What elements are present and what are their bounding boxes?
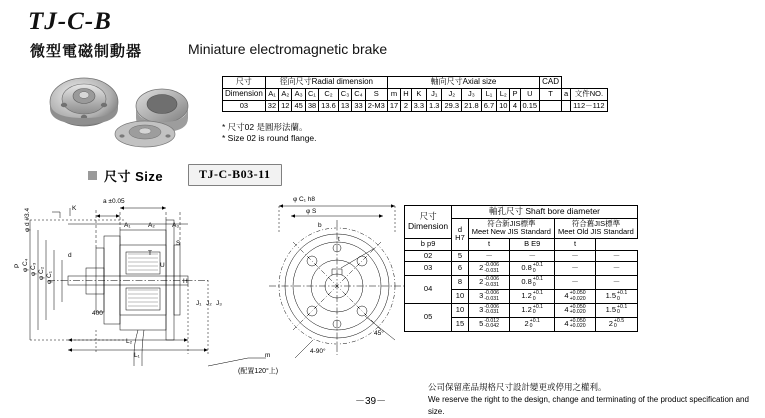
tolerance: +0.050 +0.020 bbox=[569, 290, 586, 302]
tolerance: -0.006 -0.031 bbox=[484, 276, 500, 288]
spec-col-j1: J₁ bbox=[427, 88, 442, 100]
front-view-drawing bbox=[255, 190, 420, 380]
page-subtitle-en: Miniature electromagnetic brake bbox=[188, 41, 388, 57]
bore-t-new: 1.2+0.1 0 bbox=[510, 303, 555, 317]
dim-label-d: d bbox=[68, 252, 72, 259]
spec-cell: 32 bbox=[265, 100, 278, 111]
spec-col-a1: A₁ bbox=[265, 88, 278, 100]
dim-label-l2: L₂ bbox=[126, 338, 133, 345]
spec-cell: 1.3 bbox=[427, 100, 442, 111]
tolerance: +0.1 0 bbox=[529, 317, 540, 330]
bore-d: 10 bbox=[452, 290, 469, 304]
dim-label-j2: J₂ bbox=[206, 300, 212, 307]
bore-t-new: 0.8+0.1 0 bbox=[510, 262, 555, 276]
tolerance: +0.1 0 bbox=[532, 276, 544, 288]
dim-label-k: K bbox=[72, 205, 77, 212]
bore-b-new: 3-0.006 -0.031 bbox=[468, 290, 510, 304]
bore-t-old: － bbox=[596, 250, 638, 262]
spec-cell: 13 bbox=[338, 100, 351, 111]
size-section-heading bbox=[88, 166, 163, 185]
spec-cell: 12 bbox=[279, 100, 292, 111]
bore-d: 10 bbox=[452, 303, 469, 317]
bore-t-old: 1.5+0.1 0 bbox=[596, 303, 638, 317]
bore-header-old-jis: 符合舊JIS標準 Meet Old JIS Standard bbox=[554, 218, 637, 238]
spec-cell bbox=[540, 100, 562, 111]
spec-col-a: a bbox=[562, 88, 571, 100]
dim-label-h: H bbox=[183, 278, 188, 285]
spec-cell: 4 bbox=[510, 100, 520, 111]
tolerance: +0.050 +0.020 bbox=[569, 317, 586, 330]
spec-cell: 3.3 bbox=[411, 100, 426, 111]
spec-cell: 29.3 bbox=[442, 100, 462, 111]
table-row bbox=[405, 276, 638, 290]
bore-b-new: 2-0.006 -0.031 bbox=[468, 262, 510, 276]
page-title: TJ-C-B bbox=[28, 8, 112, 35]
spec-cell: 2-M3 bbox=[365, 100, 387, 111]
tolerance: +0.1 0 bbox=[532, 303, 544, 316]
bore-header-b-old: B E9 bbox=[510, 239, 555, 251]
spec-cell: 38 bbox=[305, 100, 318, 111]
bore-header-t-old: t bbox=[554, 239, 595, 251]
spec-cell: 0.15 bbox=[520, 100, 540, 111]
bore-b-old: 4+0.050 +0.020 bbox=[554, 290, 595, 304]
spec-cell: 21.8 bbox=[462, 100, 482, 111]
tolerance: +0.1 0 bbox=[532, 290, 544, 302]
tolerance: +0.050 +0.020 bbox=[569, 303, 586, 316]
bore-header-t-new: t bbox=[468, 239, 510, 251]
bore-t-old: － bbox=[596, 262, 638, 276]
table-row bbox=[223, 88, 608, 100]
spec-col-m: m bbox=[387, 88, 400, 100]
dim-label-s: S bbox=[176, 240, 181, 247]
bore-d: 15 bbox=[452, 317, 469, 331]
bore-header-main: 軸孔尺寸 Shaft bore diameter bbox=[452, 206, 638, 219]
spec-col-j2: J₂ bbox=[442, 88, 462, 100]
tolerance: -0.006 -0.031 bbox=[484, 262, 500, 274]
dim-label-b: b bbox=[318, 222, 322, 229]
spec-col-c2: C₂ bbox=[319, 88, 339, 100]
bore-b-new: － bbox=[468, 250, 510, 262]
specification-table bbox=[222, 76, 608, 112]
spec-col-t: T bbox=[540, 88, 562, 100]
bore-d: 5 bbox=[452, 250, 469, 262]
spec-header-axial: 軸向尺寸Axial size bbox=[387, 77, 539, 89]
bore-header-d: d H7 bbox=[452, 218, 469, 250]
bore-dim: 04 bbox=[405, 276, 452, 304]
dim-label-m: m bbox=[265, 352, 271, 359]
table-row bbox=[223, 100, 608, 111]
bore-t-old: 2+0.5 0 bbox=[596, 317, 638, 331]
spec-col-l1: L₁ bbox=[481, 88, 496, 100]
spec-cell: 13.6 bbox=[319, 100, 339, 111]
spec-cell: 2 bbox=[401, 100, 411, 111]
bore-b-old: － bbox=[554, 276, 595, 290]
bore-header-b-new: b p9 bbox=[405, 239, 452, 251]
table-row bbox=[405, 239, 638, 251]
spec-col-a3: A₃ bbox=[292, 88, 305, 100]
product-photo bbox=[40, 72, 210, 150]
spec-row-dim: 03 bbox=[223, 100, 266, 111]
bore-d: 8 bbox=[452, 276, 469, 290]
spec-col-k: K bbox=[411, 88, 426, 100]
spec-notes bbox=[222, 122, 317, 145]
spec-col-h: H bbox=[401, 88, 411, 100]
spec-header-cad-cn: CAD bbox=[540, 77, 562, 89]
spec-col-u: U bbox=[520, 88, 540, 100]
spec-cell: 17 bbox=[387, 100, 400, 111]
dim-label-a3: A₃ bbox=[172, 222, 179, 229]
footer-disclaimer bbox=[428, 381, 765, 418]
dim-label-4-90: 4-90° bbox=[310, 348, 326, 355]
bore-t-new: 1.2+0.1 0 bbox=[510, 290, 555, 304]
dim-label-45deg: 45° bbox=[374, 330, 384, 337]
table-row bbox=[405, 206, 638, 219]
table-row bbox=[405, 303, 638, 317]
dim-label-p: P bbox=[14, 263, 21, 268]
tolerance: +0.1 0 bbox=[532, 262, 544, 274]
dim-label-t: T bbox=[148, 250, 152, 257]
bore-b-old: － bbox=[554, 262, 595, 276]
size-label-cn: 尺寸 bbox=[104, 169, 132, 184]
spec-cell: 33 bbox=[352, 100, 365, 111]
bore-t-old: － bbox=[596, 276, 638, 290]
bore-header-new-jis: 符合新JIS標準 Meet New JIS Standard bbox=[468, 218, 554, 238]
spec-header-dimension-en: Dimension bbox=[223, 88, 266, 100]
dim-label-400: 400 bbox=[92, 310, 103, 317]
tolerance: -0.012 -0.042 bbox=[484, 317, 500, 330]
bore-d: 6 bbox=[452, 262, 469, 276]
page-number: －39－ bbox=[355, 396, 387, 407]
spec-col-c3: C₃ bbox=[338, 88, 351, 100]
spec-cell-cad: 112－112 bbox=[571, 100, 607, 111]
spec-cell: 45 bbox=[292, 100, 305, 111]
bore-b-old: － bbox=[554, 250, 595, 262]
dim-label-a2: A₂ bbox=[148, 222, 155, 229]
spec-header-radial: 徑向尺寸Radial dimension bbox=[265, 77, 387, 89]
tolerance: +0.1 0 bbox=[617, 303, 628, 316]
spec-note-en: * Size 02 is round flange. bbox=[222, 133, 317, 144]
tolerance: -0.006 -0.031 bbox=[484, 290, 500, 302]
size-label-en: Size bbox=[135, 169, 164, 184]
dim-label-c2: φ C₂ bbox=[38, 266, 45, 280]
bore-header-dimension: 尺寸 Dimension bbox=[405, 206, 452, 239]
bore-t-new: 0.8+0.1 0 bbox=[510, 276, 555, 290]
dim-label-c1-h8: φ C₁ h8 bbox=[293, 196, 315, 203]
spec-col-c1: C₁ bbox=[305, 88, 318, 100]
bore-dim: 05 bbox=[405, 303, 452, 331]
bullet-square-icon bbox=[88, 171, 97, 180]
bore-b-old: 4+0.050 +0.020 bbox=[554, 303, 595, 317]
spec-col-p: P bbox=[510, 88, 520, 100]
spec-col-s: S bbox=[365, 88, 387, 100]
bore-dim: 02 bbox=[405, 250, 452, 262]
dim-label-a: a ±0.05 bbox=[103, 198, 125, 205]
spec-header-dimension-cn: 尺寸 bbox=[223, 77, 266, 89]
footer-disclaimer-cn: 公司保留產品規格尺寸設計變更或停用之權利。 bbox=[428, 382, 607, 392]
spec-note-cn: * 尺寸02 是圓形法蘭。 bbox=[222, 122, 308, 132]
bore-b-new: 2-0.006 -0.031 bbox=[468, 276, 510, 290]
spec-cell: 10 bbox=[497, 100, 510, 111]
spec-cell bbox=[562, 100, 571, 111]
dim-label-t-front: t bbox=[338, 236, 340, 243]
spec-col-c4: C₄ bbox=[352, 88, 365, 100]
dim-label-arrangement: (配置120°上) bbox=[238, 368, 279, 375]
dim-label-l1: L₁ bbox=[134, 352, 140, 359]
tolerance: -0.006 -0.031 bbox=[484, 303, 500, 316]
dim-label-c3: φ C₃ bbox=[30, 262, 37, 276]
dim-label-j1: J₁ bbox=[196, 300, 202, 307]
dim-label-u: U bbox=[160, 262, 165, 269]
bore-t-new: 2+0.1 0 bbox=[510, 317, 555, 331]
table-row bbox=[405, 250, 638, 262]
dim-label-d-3-4: φ d #3.4 bbox=[24, 207, 31, 232]
bore-t-new: － bbox=[510, 250, 555, 262]
spec-col-j3: J₃ bbox=[462, 88, 482, 100]
dim-label-j3: J₃ bbox=[216, 300, 222, 307]
bore-dim: 03 bbox=[405, 262, 452, 276]
bore-b-new: 5-0.012 -0.042 bbox=[468, 317, 510, 331]
dim-label-c4: φ C₄ bbox=[22, 258, 29, 272]
bore-t-old: 1.5+0.1 0 bbox=[596, 290, 638, 304]
tolerance: +0.1 0 bbox=[617, 290, 628, 302]
tolerance: +0.5 0 bbox=[613, 317, 625, 330]
dim-label-c1: φ C₁ bbox=[46, 271, 53, 284]
bore-b-old: 4+0.050 +0.020 bbox=[554, 317, 595, 331]
spec-cell: 6.7 bbox=[481, 100, 496, 111]
dim-label-s-front: φ S bbox=[306, 208, 317, 215]
table-row bbox=[223, 77, 608, 89]
bore-b-new: 3-0.006 -0.031 bbox=[468, 303, 510, 317]
table-row bbox=[405, 262, 638, 276]
shaft-bore-table bbox=[404, 205, 638, 332]
footer-disclaimer-en: We reserve the right to the design, change and terminating of the product specification and size. bbox=[428, 394, 749, 416]
spec-col-a2: A₂ bbox=[279, 88, 292, 100]
page-subtitle-cn: 微型電磁制動器 bbox=[30, 43, 143, 60]
spec-header-cad-en: 文件NO. bbox=[571, 88, 607, 100]
model-code-badge: TJ-C-B03-11 bbox=[188, 164, 282, 186]
dim-label-a1: A₁ bbox=[124, 222, 131, 229]
spec-col-l2: L₂ bbox=[497, 88, 510, 100]
